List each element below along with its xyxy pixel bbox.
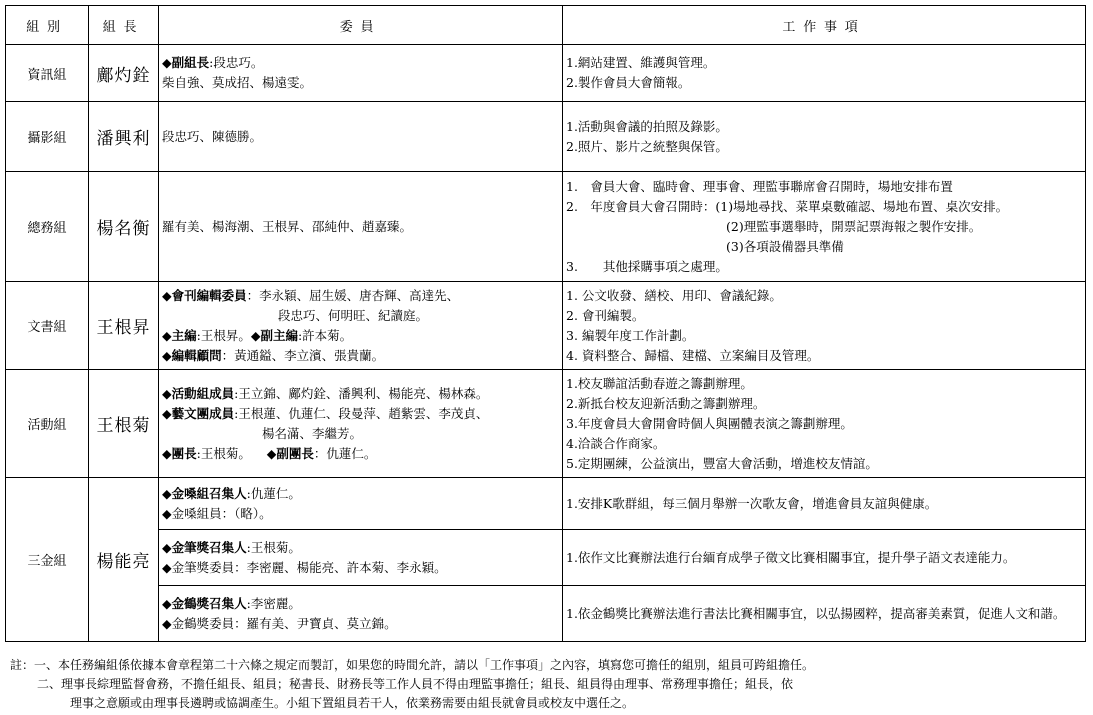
member-text: :王根菊。 — [196, 445, 251, 461]
task-item: 1. 會員大會、臨時會、理事會、理監事聯席會召開時，場地安排布置 — [566, 178, 953, 194]
tasks-cell — [563, 478, 1086, 530]
member-label: ◆藝文團成員 — [162, 405, 235, 421]
task-item: 1.活動與會議的拍照及錄影。 — [566, 118, 728, 134]
member-label: ◆金嗓組召集人 — [162, 485, 247, 501]
group-name: 文書組 — [6, 282, 89, 370]
group-name: 總務組 — [6, 172, 89, 282]
members-cell — [159, 530, 563, 586]
member-line: ◆金筆獎委員：李密麗、楊能亮、許本菊、李永穎。 — [162, 559, 447, 575]
header-group: 組別 — [6, 6, 89, 45]
group-leader: 王根昇 — [89, 282, 159, 370]
task-item: 2.製作會員大會簡報。 — [566, 75, 691, 90]
tasks-cell — [563, 586, 1086, 642]
member-text: :許本菊。 — [297, 327, 353, 343]
task-item: 2. 會刊編製。 — [566, 307, 645, 323]
member-label: ◆副主編 — [250, 327, 298, 343]
task-subitem: (2)理監事選舉時，開票記票海報之製作安排。 — [726, 218, 982, 234]
task-item: 1. 公文收發、繕校、用印、會議紀錄。 — [566, 287, 782, 303]
task-item: 4.洽談合作商家。 — [566, 435, 666, 451]
group-name: 活動組 — [6, 370, 89, 478]
header-row — [6, 6, 1086, 45]
task-item: 1.校友聯誼活動春遊之籌劃辦理。 — [566, 375, 753, 391]
task-item: 1.依金鶴獎比賽辦法進行書法比賽相關事宜，以弘揚國粹，提高審美素質，促進人文和諧。 — [566, 605, 1066, 621]
member-label: ◆主編 — [162, 327, 197, 343]
task-item: 4. 資料整合、歸檔、建檔、立案編目及管理。 — [566, 347, 820, 363]
member-line: 楊名滿、李繼芳。 — [262, 425, 363, 441]
row-sanjin-1 — [6, 478, 1086, 530]
members-cell — [159, 586, 563, 642]
member-line: 段忠巧、陳德勝。 — [162, 128, 263, 144]
member-label: ◆金鶴獎召集人 — [162, 595, 247, 611]
member-text: :王根昇。 — [196, 327, 251, 343]
group-leader: 楊名衡 — [89, 172, 159, 282]
member-line: 柴自強、莫成招、楊遠雯。 — [162, 75, 313, 90]
row-info — [6, 45, 1086, 102]
group-leader: 王根菊 — [89, 370, 159, 478]
task-item: 3.年度會員大會開會時個人與團體表演之籌劃辦理。 — [566, 415, 853, 431]
member-text: ：李永穎、屈生媛、唐杏輝、高達先、 — [246, 287, 460, 303]
group-name: 資訊組 — [6, 45, 89, 102]
row-activity — [6, 370, 1086, 478]
member-label: ◆副組長 — [162, 55, 210, 70]
task-item: 3. 編製年度工作計劃。 — [566, 327, 695, 343]
header-tasks: 工作事項 — [563, 6, 1086, 45]
tasks-cell — [563, 172, 1086, 282]
member-line: 羅有美、楊海潮、王根昇、邵純仲、趙嘉臻。 — [162, 218, 413, 234]
member-label: ◆團長 — [162, 445, 197, 461]
group-name: 攝影組 — [6, 102, 89, 172]
members-cell — [159, 478, 563, 530]
member-text: :王立錦、鄺灼銓、潘興利、楊能亮、楊林森。 — [234, 385, 489, 401]
row-photo — [6, 102, 1086, 172]
member-text: :段忠巧。 — [209, 55, 264, 70]
member-label: ◆副團長 — [266, 445, 314, 461]
task-item: 3. 其他採購事項之處理。 — [566, 258, 728, 274]
task-item: 1.安排K歌群組，每三個月舉辦一次歌友會，增進會員友誼與健康。 — [566, 495, 938, 511]
member-line: 段忠巧、何明旺、紀讀庭。 — [278, 307, 429, 323]
member-label: ◆編輯顧問 — [162, 347, 222, 363]
member-text: :王根菊。 — [246, 539, 301, 555]
tasks-cell — [563, 102, 1086, 172]
group-name: 三金組 — [6, 478, 89, 642]
group-leader: 鄺灼銓 — [89, 45, 159, 102]
footnote-3: 理事之意願或由理事長遴聘或協調產生。小組下置組員若干人，依業務需要由組長就會員或校友中選任之。 — [70, 696, 635, 710]
tasks-cell — [563, 282, 1086, 370]
member-text: :李密麗。 — [246, 595, 301, 611]
header-leader: 組長 — [89, 6, 159, 45]
task-item: 1.依作文比賽辦法進行台緬育成學子徵文比賽相關事宜，提升學子語文表達能力。 — [566, 549, 1016, 565]
task-item: 5.定期團練，公益演出，豐富大會活動，增進校友情誼。 — [566, 455, 878, 471]
row-sanjin-2 — [6, 530, 1086, 586]
member-label: ◆會刊編輯委員 — [162, 287, 247, 303]
row-secretary — [6, 282, 1086, 370]
task-item: 1.網站建置、維護與管理。 — [566, 55, 716, 70]
member-text: :仇蓮仁。 — [246, 485, 301, 501]
footnote-2: 二、理事長綜理監督會務，不擔任組長、組員；秘書長、財務長等工作人員不得由理監事擔任；組長、組員得由理事、常務理事擔任；組長，依 — [37, 677, 794, 691]
member-text: ：仇蓮仁。 — [313, 445, 377, 461]
task-subitem: (3)各項設備器具準備 — [726, 238, 844, 254]
task-assignment-table — [5, 5, 1086, 642]
row-sanjin-3 — [6, 586, 1086, 642]
task-item: 2. 年度會員大會召開時：(1)場地尋找、菜單桌數確認、場地布置、桌次安排。 — [566, 198, 1009, 214]
members-cell — [159, 370, 563, 478]
footnote-1: 註：一、本任務編組係依據本會章程第二十六條之規定而製訂，如果您的時間允許，請以「工作事項」之內容，填寫您可擔任的組別，組員可跨組擔任。 — [10, 658, 815, 672]
group-leader: 潘興利 — [89, 102, 159, 172]
members-cell — [159, 172, 563, 282]
member-label: ◆金筆獎召集人 — [162, 539, 247, 555]
task-item: 2.新抵台校友迎新活動之籌劃辦理。 — [566, 395, 766, 411]
group-leader: 楊能亮 — [89, 478, 159, 642]
member-line: ◆金嗓組員：（略）。 — [162, 505, 272, 521]
member-label: ◆活動組成員 — [162, 385, 235, 401]
member-text: :王根蓮、仇蓮仁、段曼萍、趙紫雲、李茂貞、 — [234, 405, 489, 421]
members-cell — [159, 102, 563, 172]
header-members: 委員 — [159, 6, 563, 45]
tasks-cell — [563, 370, 1086, 478]
task-item: 2.照片、影片之統整與保管。 — [566, 138, 728, 154]
member-line: ◆金鶴獎委員：羅有美、尹寶貞、莫立錦。 — [162, 615, 397, 631]
footnotes — [10, 656, 1085, 713]
members-cell — [159, 282, 563, 370]
members-cell — [159, 45, 563, 102]
row-general — [6, 172, 1086, 282]
member-text: ：黃通鎰、李立濱、張貴蘭。 — [221, 347, 385, 363]
tasks-cell — [563, 45, 1086, 102]
tasks-cell — [563, 530, 1086, 586]
